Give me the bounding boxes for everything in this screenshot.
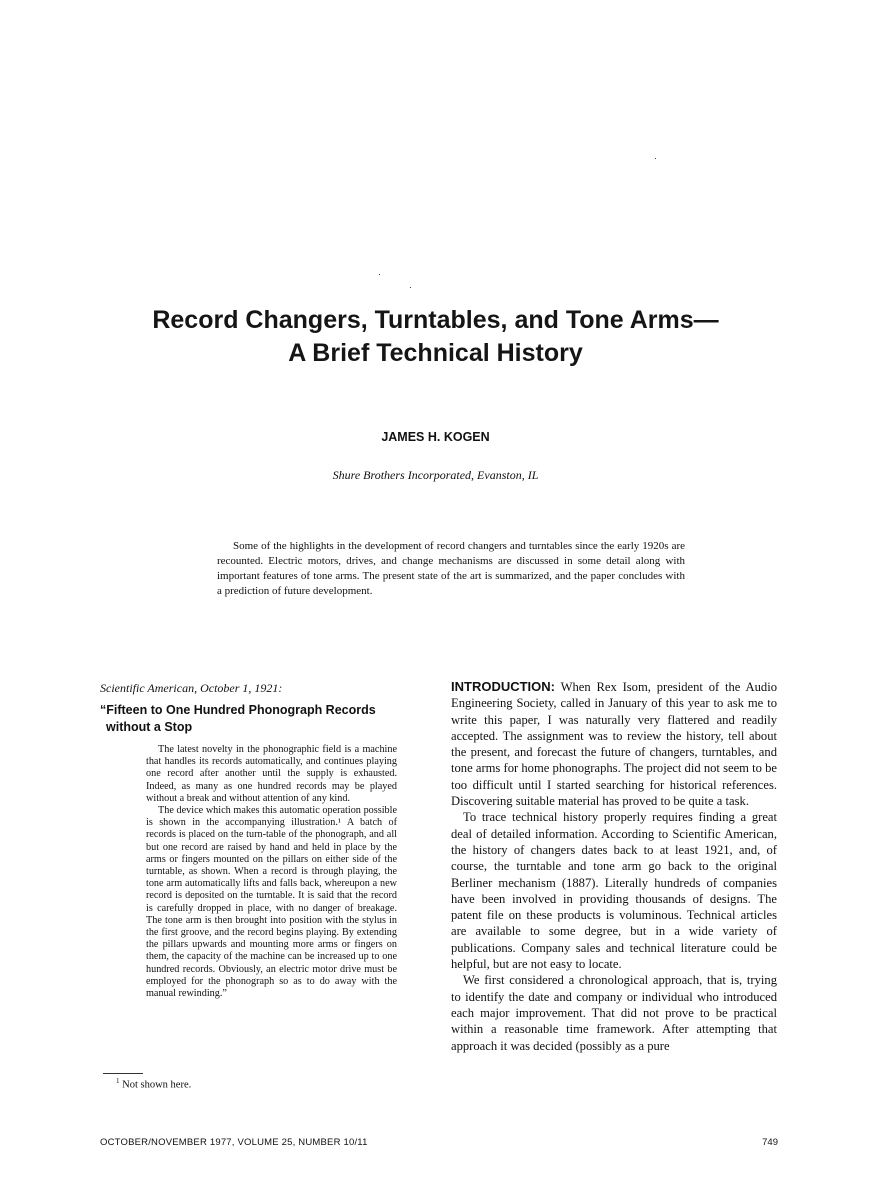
body-paragraph: We first considered a chronological approach, that is, trying to identify the date and company or individual who introduced each major improvement. That did not prove to be practical within a reasonable time framework. After attempting that approach it was decided (possibly as a pure xyxy=(451,973,777,1053)
quote-paragraph: The device which makes this automatic operation possible is shown in the accompanying illustration.¹ A batch of records is placed on the turn-table of the phonograph, and all but one record are raised by hand and held in place by the arms or fingers mounted on the pillars on either side of the turntable, as shown. When a record is through playing, the tone arm automatically lifts and falls back, whereupon a new record is deposited on the turntable. It is said that the record is carefully dropped in place, with no danger of breakage. The tone arm is then brought into position with the stylus in the first groove, and the record begins playing. By extending the pillars upwards and mounting more arms or fingers on them, the capacity of the machine can be increased up to one hundred records. Obviously, an electric motor drive must be employed for the phonograph so as to do away with the manual rewinding.” xyxy=(146,805,397,1000)
quote-source: Scientific American, October 1, 1921: xyxy=(100,681,283,695)
section-heading: INTRODUCTION: xyxy=(451,679,555,694)
page-number: 749 xyxy=(762,1137,778,1148)
title-line-2: A Brief Technical History xyxy=(288,339,583,367)
sidebar-quote-column xyxy=(100,681,397,1000)
body-paragraph: To trace technical history properly requires finding a great deal of detailed information. According to Scientific American, the history of changers dates back to at least 1921, and, of course, the turntable and tone arm go back to the original Berliner mechanism (1887). Literally hundreds of companies have been involved in providing thousands of designs. The patent file on these products is voluminous. Technical articles are available to some degree, but in a wide variety of publications. Company sales and technical literature could be helpful, but are not easy to locate. xyxy=(451,810,777,972)
footnote-marker: 1 xyxy=(116,1077,120,1085)
footnote-rule xyxy=(103,1073,143,1074)
footnote xyxy=(116,1077,191,1091)
author-name: JAMES H. KOGEN xyxy=(381,430,490,444)
quote-body xyxy=(146,744,397,1000)
body-paragraph-text: When Rex Isom, president of the Audio Engineering Society, called in January of this year to ask me to write this paper, I was naturally very flattered and readily accepted. The assignment was to review the history, tell about the present, and forecast the future of changers, turntables, and tone arms for home phonographs. The project did not seem to be too difficult until I started searching for historical references. Discovering suitable material has proved to be quite a task. xyxy=(451,680,777,809)
abstract: Some of the highlights in the development of record changers and turntables since the early 1920s are recounted. Electric motors, drives, and change mechanisms are discussed in some detail along with important features of tone arms. The present state of the art is summarized, and the paper concludes with a prediction of future development. xyxy=(217,540,685,597)
scan-speck xyxy=(379,274,380,275)
scan-speck xyxy=(655,158,656,159)
body-column xyxy=(451,679,777,1054)
footnote-text: Not shown here. xyxy=(122,1079,192,1091)
paper-title xyxy=(60,304,811,370)
quote-paragraph: The latest novelty in the phonographic field is a machine that handles its records automatically, and continues playing one record after another until the supply is exhausted. Indeed, as many as one hundred records may be played without a break and without attention of any kind. xyxy=(146,744,397,804)
journal-footer: OCTOBER/NOVEMBER 1977, VOLUME 25, NUMBER 10/11 xyxy=(100,1137,368,1148)
scan-speck xyxy=(410,287,411,288)
body-paragraph xyxy=(451,679,777,809)
quote-headline: “Fifteen to One Hundred Phonograph Records without a Stop xyxy=(100,703,376,734)
author-affiliation: Shure Brothers Incorporated, Evanston, IL xyxy=(332,468,539,482)
title-line-1: Record Changers, Turntables, and Tone Arms— xyxy=(152,306,719,334)
